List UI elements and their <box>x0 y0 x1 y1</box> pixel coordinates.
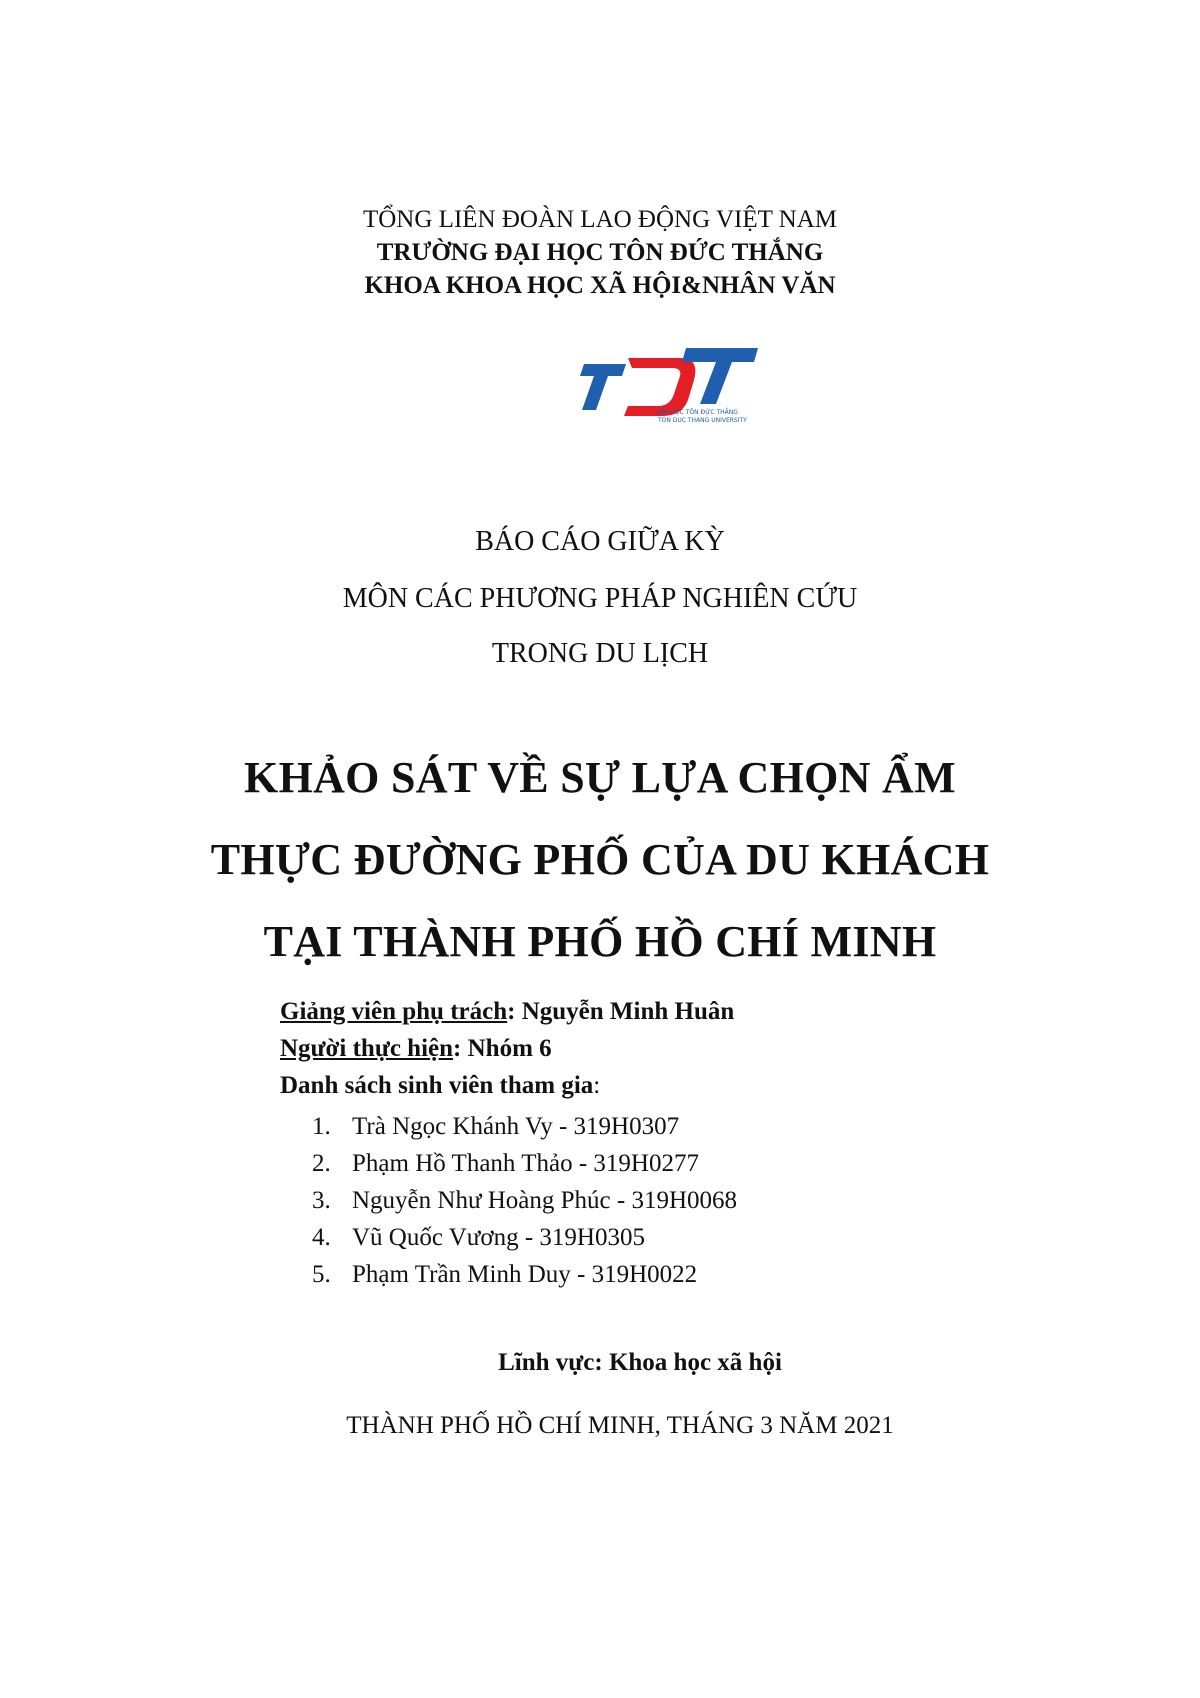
report-title-line-2: THỰC ĐƯỜNG PHỐ CỦA DU KHÁCH <box>210 835 990 884</box>
list-item-number: 2. <box>312 1150 331 1177</box>
report-title-line-1: KHẢO SÁT VỀ SỰ LỰA CHỌN ẨM <box>244 753 956 802</box>
students-colon: : <box>593 1072 601 1099</box>
logo-t-left <box>580 364 626 410</box>
list-item-text: Phạm Hồ Thanh Thảo - 319H0277 <box>352 1150 699 1177</box>
place-and-date: THÀNH PHỐ HỒ CHÍ MINH, THÁNG 3 NĂM 2021 <box>346 1412 894 1439</box>
list-item-text: Phạm Trần Minh Duy - 319H0022 <box>352 1261 698 1288</box>
report-title-line-3: TẠI THÀNH PHỐ HỒ CHÍ MINH <box>263 917 937 966</box>
lecturer-label: Giảng viên phụ trách <box>280 998 508 1025</box>
list-item <box>312 1256 737 1293</box>
list-item-text: Trà Ngọc Khánh Vy - 319H0307 <box>352 1113 680 1140</box>
logo-d-middle <box>624 358 695 416</box>
list-item <box>312 1108 737 1145</box>
list-item <box>312 1145 737 1182</box>
header-union-name: TỔNG LIÊN ĐOÀN LAO ĐỘNG VIỆT NAM <box>362 206 838 233</box>
list-item-number: 5. <box>312 1261 331 1288</box>
list-item-number: 4. <box>312 1224 331 1251</box>
list-item <box>312 1219 737 1256</box>
list-item-text: Nguyễn Như Hoàng Phúc - 319H0068 <box>352 1187 738 1214</box>
research-field: Lĩnh vực: Khoa học xã hội <box>498 1349 782 1376</box>
list-item <box>312 1182 737 1219</box>
report-type: BÁO CÁO GIỮA KỲ <box>475 526 725 557</box>
lecturer-value: : Nguyễn Minh Huân <box>507 998 735 1025</box>
students-label: Danh sách sinh viên tham gia <box>280 1072 594 1099</box>
lecturer-line <box>280 996 734 1028</box>
performer-value: : Nhóm 6 <box>453 1035 552 1062</box>
performer-line <box>280 1033 552 1065</box>
tdt-university-logo <box>576 344 760 430</box>
course-name: MÔN CÁC PHƯƠNG PHÁP NGHIÊN CỨU <box>342 583 858 614</box>
list-item-text: Vũ Quốc Vương - 319H0305 <box>352 1224 645 1251</box>
list-item-number: 3. <box>312 1187 331 1214</box>
header-faculty-name: KHOA KHOA HỌC XÃ HỘI&NHÂN VĂN <box>364 272 836 299</box>
list-item-number: 1. <box>312 1113 331 1140</box>
performer-label: Người thực hiện <box>280 1035 454 1062</box>
member-list <box>312 1108 737 1293</box>
logo-caption-vn: ĐẠI HỌC TÔN ĐỨC THẮNG <box>658 409 738 416</box>
logo-caption-en: TON DUC THANG UNIVERSITY <box>658 417 747 424</box>
students-heading <box>280 1070 600 1102</box>
header-university-name: TRƯỜNG ĐẠI HỌC TÔN ĐỨC THẮNG <box>376 239 824 266</box>
course-name-continued: TRONG DU LỊCH <box>491 638 709 669</box>
